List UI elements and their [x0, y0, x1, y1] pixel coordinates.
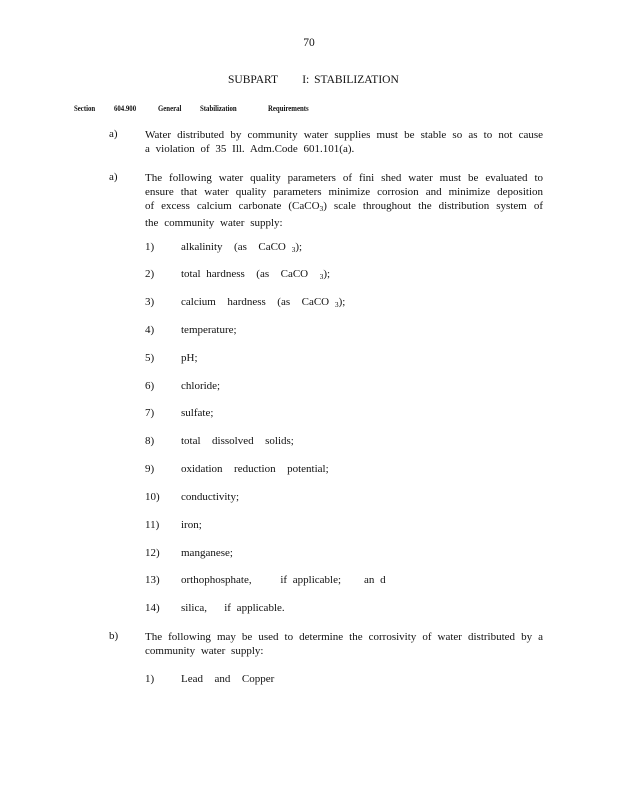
paragraph-text: Water distributed by community water supplies must be stable so as to not cause a violation of 35 Ill. Adm.Code 601.101(a). — [145, 129, 543, 155]
list-item-text-part: ); — [338, 296, 346, 308]
heading-word-general: General — [158, 103, 182, 113]
list-item-number: 3) — [145, 296, 155, 308]
section-label: Section — [74, 103, 96, 113]
list-item-number: 1) — [145, 241, 155, 253]
paragraph-text-part: The following water quality parameters of fini shed water must be evaluated to ensure that water quality parameters minimize corrosion and minimize deposition of excess calcium carbonate (CaCO — [145, 172, 543, 212]
list-item-text-part: total hardness (as CaCO — [181, 268, 309, 280]
heading-word-stabilization: Stabilization — [200, 103, 237, 113]
list-item-number: 8) — [145, 435, 155, 447]
list-item-number: 13) — [145, 574, 160, 586]
list-item-text — [181, 296, 345, 309]
list-item-text: oxidation reduction potential; — [181, 463, 329, 475]
list-item-text — [181, 268, 330, 281]
list-item-number: 10) — [145, 491, 160, 503]
section-number: 604.900 — [114, 103, 137, 113]
list-item-text — [181, 241, 302, 254]
list-item-number: 4) — [145, 324, 155, 336]
list-item-text: conductivity; — [181, 491, 240, 503]
paragraph-label: a) — [109, 128, 118, 140]
paragraph-label: a) — [109, 171, 118, 183]
list-item-text: sulfate; — [181, 407, 214, 419]
list-item-number: 6) — [145, 380, 155, 392]
subscript: 3 — [319, 204, 324, 213]
subscript: 3 — [334, 300, 339, 309]
list-item-text: chloride; — [181, 380, 221, 392]
list-item-text-part: ); — [295, 241, 303, 253]
list-item-number: 2) — [145, 268, 155, 280]
page-number: 70 — [303, 37, 315, 49]
list-item-text: temperature; — [181, 324, 237, 336]
list-item-text: silica, if applicable. — [181, 602, 285, 614]
list-item-number: 7) — [145, 407, 155, 419]
paragraph-text-part: ) scale throughout the distribution system of the community water supply: — [145, 200, 543, 229]
subscript: 3 — [291, 245, 296, 254]
list-item-text-part: alkalinity (as CaCO — [181, 241, 286, 253]
paragraph-text — [145, 171, 543, 230]
list-item-number: 12) — [145, 547, 160, 559]
list-item-text: pH; — [181, 352, 198, 364]
list-item-text: orthophosphate, if applicable; an d — [181, 574, 386, 586]
list-item-text: Lead and Copper — [181, 673, 275, 685]
paragraph-text: The following may be used to determine the corrosivity of water distributed by a community water supply: — [145, 631, 543, 657]
list-item-number: 14) — [145, 602, 160, 614]
list-item-text-part: calcium hardness (as CaCO — [181, 296, 330, 308]
heading-word-requirements: Requirements — [268, 103, 309, 113]
list-item-number: 9) — [145, 463, 155, 475]
list-item-number: 11) — [145, 519, 160, 531]
list-item-text: total dissolved solids; — [181, 435, 294, 447]
list-item-text: iron; — [181, 519, 202, 531]
list-item-text-part: ); — [323, 268, 331, 280]
subpart-title: SUBPART I: STABILIZATION — [228, 74, 399, 86]
subscript: 3 — [319, 272, 324, 281]
paragraph-label: b) — [109, 630, 119, 642]
list-item-number: 1) — [145, 673, 155, 685]
list-item-number: 5) — [145, 352, 155, 364]
list-item-text: manganese; — [181, 547, 233, 559]
